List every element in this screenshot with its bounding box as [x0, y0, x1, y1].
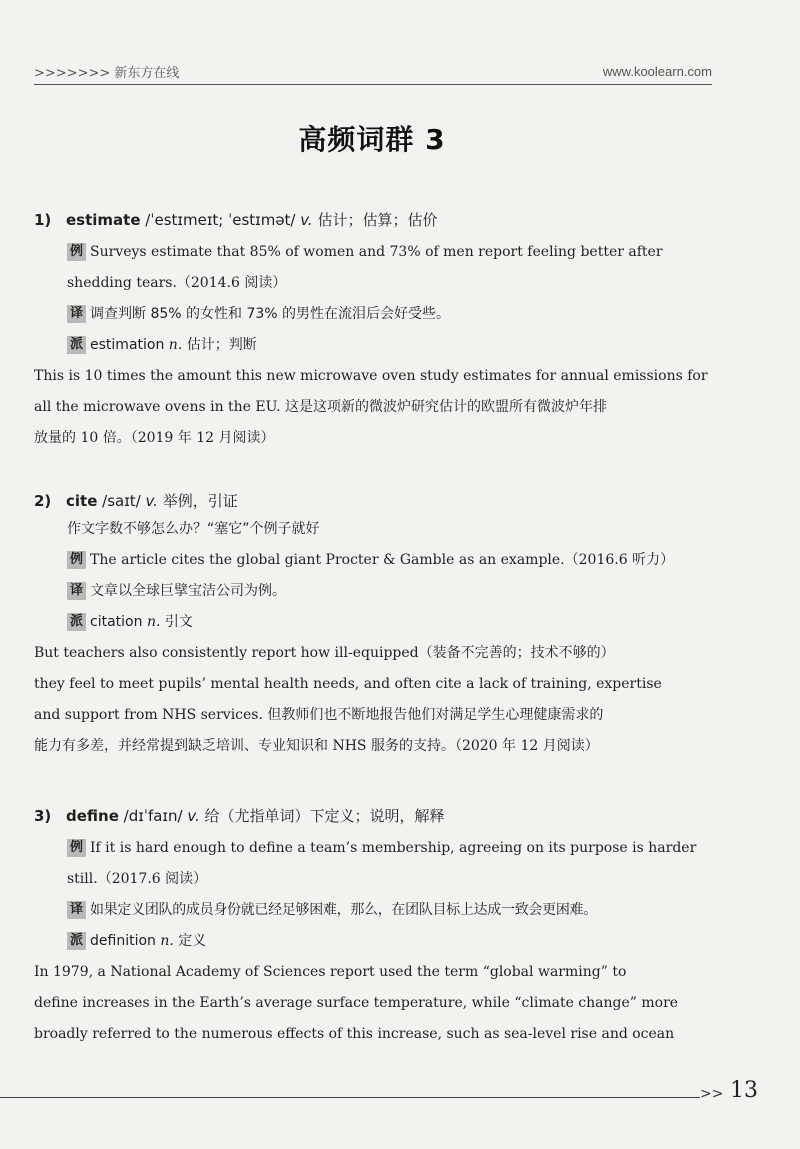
example-text: If it is hard enough to define a team’s membership, agreeing on its purpose is harder [90, 840, 697, 856]
example-tag: 例 [67, 551, 86, 569]
derivative-word: estimation [90, 337, 165, 353]
footer-rule [0, 1097, 700, 1098]
example-text: still.（2017.6 阅读） [67, 871, 208, 887]
entry-word: define [66, 807, 119, 825]
extra-example-line: But teachers also consistently report how ill-equipped（装备不完善的；技术不够的） [34, 645, 615, 661]
entry-head [34, 207, 710, 233]
derivative-meaning: 定义 [178, 933, 207, 949]
extra-example-line: they feel to meet pupils’ mental health needs, and often cite a lack of training, expertise [34, 676, 662, 692]
derivative-pos: n. [168, 337, 183, 353]
extra-example-line: This is 10 times the amount this new microwave oven study estimates for annual emissions for [34, 368, 708, 384]
entry-head [34, 488, 710, 514]
page-title: 高频词群 3 [298, 123, 446, 156]
entry-body [34, 833, 710, 1050]
entry-number: 3) [34, 807, 52, 825]
entry-estimate [34, 207, 710, 454]
entry-meaning: 估计；估算；估价 [317, 211, 438, 229]
entry-pronunciation: /saɪt/ [102, 492, 141, 510]
derivative-tag: 派 [67, 932, 86, 950]
derivative-line [67, 926, 710, 957]
entry-word: estimate [66, 211, 141, 229]
derivative-word: citation [90, 614, 143, 630]
translation-line [67, 895, 710, 926]
derivative-line [67, 607, 710, 638]
entry-meaning: 给（尤指单词）下定义；说明，解释 [204, 807, 445, 825]
header-url: www.koolearn.com [602, 64, 712, 79]
extra-example-line: In 1979, a National Academy of Sciences report used the term “global warming” to [34, 964, 627, 980]
entry-pronunciation: /ˈestɪmeɪt; ˈestɪmət/ [145, 211, 296, 229]
example-line [67, 864, 710, 895]
entry-meaning: 举例，引证 [162, 492, 238, 510]
entry-pos: v. [300, 211, 313, 229]
extra-example-line: broadly referred to the numerous effects of this increase, such as sea-level rise and ocean [34, 1026, 675, 1042]
entry-head [34, 803, 710, 829]
entry-word: cite [66, 492, 98, 510]
entry-pos: v. [145, 492, 158, 510]
extra-example-line: all the microwave ovens in the EU. 这是这项新的微波炉研究估计的欧盟所有微波炉年排 [34, 399, 608, 415]
translation-tag: 译 [67, 305, 86, 323]
example-tag: 例 [67, 243, 86, 261]
entry-cite [34, 488, 710, 762]
extra-example-line: 能力有多差，并经常提到缺乏培训、专业知识和 NHS 服务的支持。（2020 年 12 月阅读） [34, 738, 599, 754]
extra-example-line: define increases in the Earth’s average surface temperature, while “climate change” more [34, 995, 679, 1011]
translation-line [67, 576, 710, 607]
derivative-tag: 派 [67, 613, 86, 631]
example-tag: 例 [67, 839, 86, 857]
page-header [34, 60, 712, 85]
translation-text: 文章以全球巨擘宝洁公司为例。 [90, 583, 287, 599]
extra-example-line: and support from NHS services. 但教师们也不断地报告他们对满足学生心理健康需求的 [34, 707, 604, 723]
translation-tag: 译 [67, 582, 86, 600]
derivative-tag: 派 [67, 336, 86, 354]
derivative-pos: n. [146, 614, 161, 630]
extra-example-line: 放量的 10 倍。（2019 年 12 月阅读） [34, 430, 275, 446]
example-line [67, 545, 710, 576]
derivative-pos: n. [160, 933, 174, 949]
translation-text: 调查判断 85% 的女性和 73% 的男性在流泪后会好受些。 [90, 306, 451, 322]
translation-text: 如果定义团队的成员身份就已经足够困难，那么，在团队目标上达成一致会更困难。 [90, 902, 597, 918]
memory-tip: 作文字数不够怎么办？“塞它”个例子就好 [67, 521, 320, 537]
example-text: shedding tears.（2014.6 阅读） [67, 275, 287, 291]
derivative-meaning: 引文 [164, 614, 193, 630]
example-line [67, 833, 710, 864]
entry-pos: v. [187, 807, 200, 825]
page-number: 13 [730, 1078, 758, 1103]
derivative-word: definition [90, 933, 156, 949]
entry-number: 2) [34, 492, 52, 510]
translation-line [67, 299, 710, 330]
entry-define [34, 803, 710, 1050]
entry-number: 1) [34, 211, 52, 229]
example-line [67, 268, 710, 299]
header-brand: >>>>>>> 新东方在线 [34, 66, 180, 81]
derivative-meaning: 估计；判断 [186, 337, 257, 353]
entry-pronunciation: /dɪˈfaɪn/ [123, 807, 183, 825]
example-text: The article cites the global giant Procter & Gamble as an example.（2016.6 听力） [90, 552, 675, 568]
derivative-line [67, 330, 710, 361]
footer-arrow: >> [700, 1086, 724, 1102]
entry-body [34, 514, 710, 762]
example-text: Surveys estimate that 85% of women and 73% of men report feeling better after [90, 244, 663, 260]
translation-tag: 译 [67, 901, 86, 919]
entry-body [34, 237, 710, 454]
example-line [67, 237, 710, 268]
